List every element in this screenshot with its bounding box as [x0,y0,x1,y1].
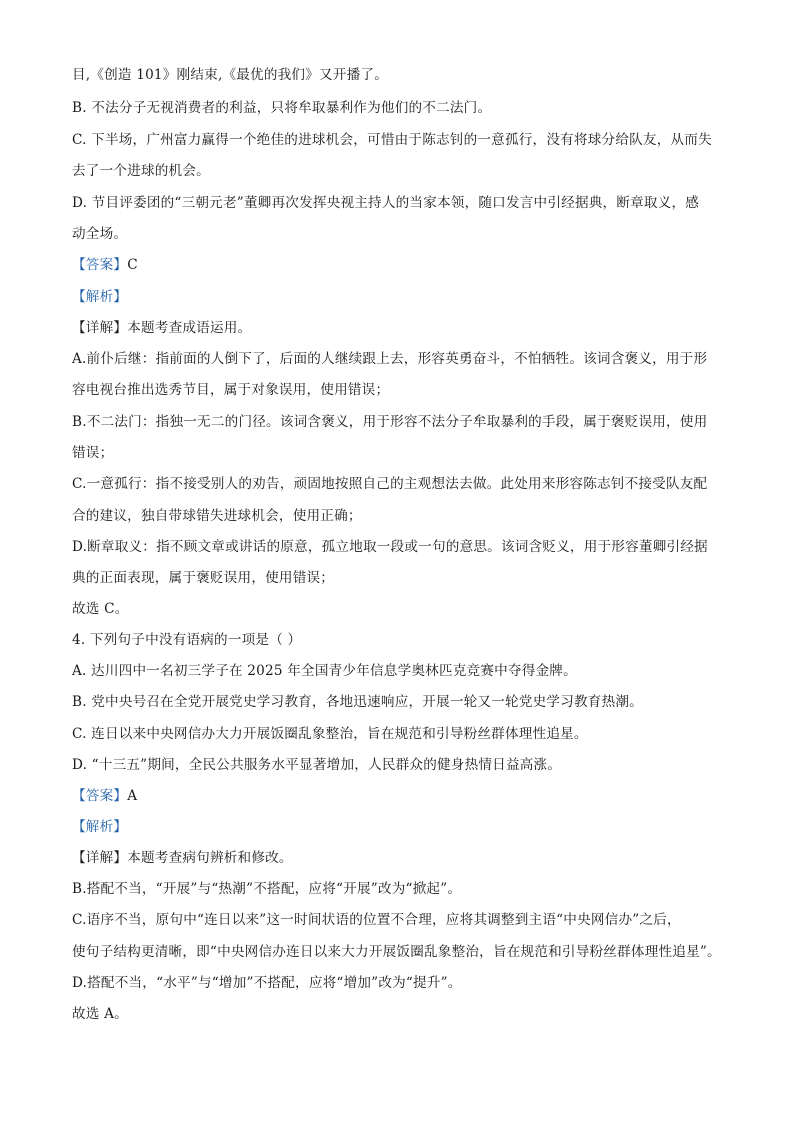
answer-value: C [127,257,138,273]
q3-detail-intro [72,319,251,337]
q4-analysis-label [72,818,127,836]
q4-answer [72,787,137,805]
q3-conclusion: 故选 C。 [72,601,129,617]
q4-option-d: D. “十三五”期间，全民公共服务水平显著增加，人民群众的健身热情日益高涨。 [72,757,562,773]
detail-intro-text: 本题考查病句辨析和修改。 [127,850,293,866]
q4-option-b: B. 党中央号召在全党开展党史学习教育，各地迅速响应，开展一轮又一轮党史学习教育热潮。 [72,694,643,710]
q4-stem: 4. 下列句子中没有语病的一项是（ ） [72,632,302,648]
answer-label: 【答案】 [72,257,128,273]
q3-detail-c-line-1: C.一意孤行：指不接受别人的劝告，顽固地按照自己的主观想法去做。此处用来形容陈志钊不接受队友配 [72,476,708,492]
answer-label: 【答案】 [72,788,128,804]
q3-detail-b-line-2: 错误； [72,445,114,461]
analysis-label: 【解析】 [72,289,128,305]
q4-detail-d: D.搭配不当，“水平”与“增加”不搭配，应将“增加”改为“提升”。 [72,975,462,991]
q3-detail-b-line-1: B.不二法门：指独一无二的门径。该词含褒义，用于形容不法分子牟取暴利的手段，属于褒贬误用，使用 [72,414,708,430]
q4-detail-c-line-1: C.语序不当，原句中“连日以来”这一时间状语的位置不合理，应将其调整到主语“中央网信办”之后， [72,912,681,928]
q3-option-d-line-1: D. 节目评委团的“三朝元老”董卿再次发挥央视主持人的当家本领，随口发言中引经据典，断章取义，感 [72,195,700,211]
q3-option-b: B. 不法分子无视消费者的利益，只将牟取暴利作为他们的不二法门。 [72,100,492,116]
q4-conclusion: 故选 A。 [72,1006,128,1022]
q3-text-line-1: 目,《创造 101》刚结束,《最优的我们》又开播了。 [72,67,388,83]
q3-detail-a-line-2: 容电视台推出选秀节目，属于对象误用，使用错误； [72,382,390,398]
detail-intro-text: 本题考查成语运用。 [127,320,252,336]
q4-detail-intro [72,849,293,867]
q3-detail-d-line-2: 典的正面表现，属于褒贬误用，使用错误； [72,570,335,586]
q4-option-c: C. 连日以来中央网信办大力开展饭圈乱象整治，旨在规范和引导粉丝群体理性追星。 [72,726,588,742]
q3-option-c-line-2: 去了一个进球的机会。 [72,163,210,179]
analysis-label: 【解析】 [72,819,128,835]
q3-answer [72,256,138,274]
q3-detail-c-line-2: 合的建议，独自带球错失进球机会，使用正确； [72,508,362,524]
q3-analysis-label [72,288,127,306]
answer-value: A [127,788,138,804]
detail-label: 【详解】 [72,320,128,336]
q4-detail-b: B.搭配不当，“开展”与“热潮”不搭配，应将“开展”改为“掀起”。 [72,881,462,897]
q3-option-c-line-1: C. 下半场，广州富力赢得一个绝佳的进球机会，可惜由于陈志钊的一意孤行，没有将球分给队友，从而失 [72,132,712,148]
q3-detail-d-line-1: D.断章取义：指不顾文章或讲话的原意，孤立地取一段或一句的意思。该词含贬义，用于形容董卿引经据 [72,539,708,555]
q4-detail-c-line-2: 使句子结构更清晰，即“中央网信办连日以来大力开展饭圈乱象整治，旨在规范和引导粉丝群体理性追星”。 [72,944,721,960]
detail-label: 【详解】 [72,850,128,866]
q4-option-a: A. 达川四中一名初三学子在 2025 年全国青少年信息学奥林匹克竞赛中夺得金牌。 [72,663,577,679]
q3-option-d-line-2: 动全场。 [72,226,128,242]
q3-detail-a-line-1: A.前仆后继：指前面的人倒下了，后面的人继续跟上去，形容英勇奋斗，不怕牺牲。该词含褒义，用于形 [72,351,708,367]
